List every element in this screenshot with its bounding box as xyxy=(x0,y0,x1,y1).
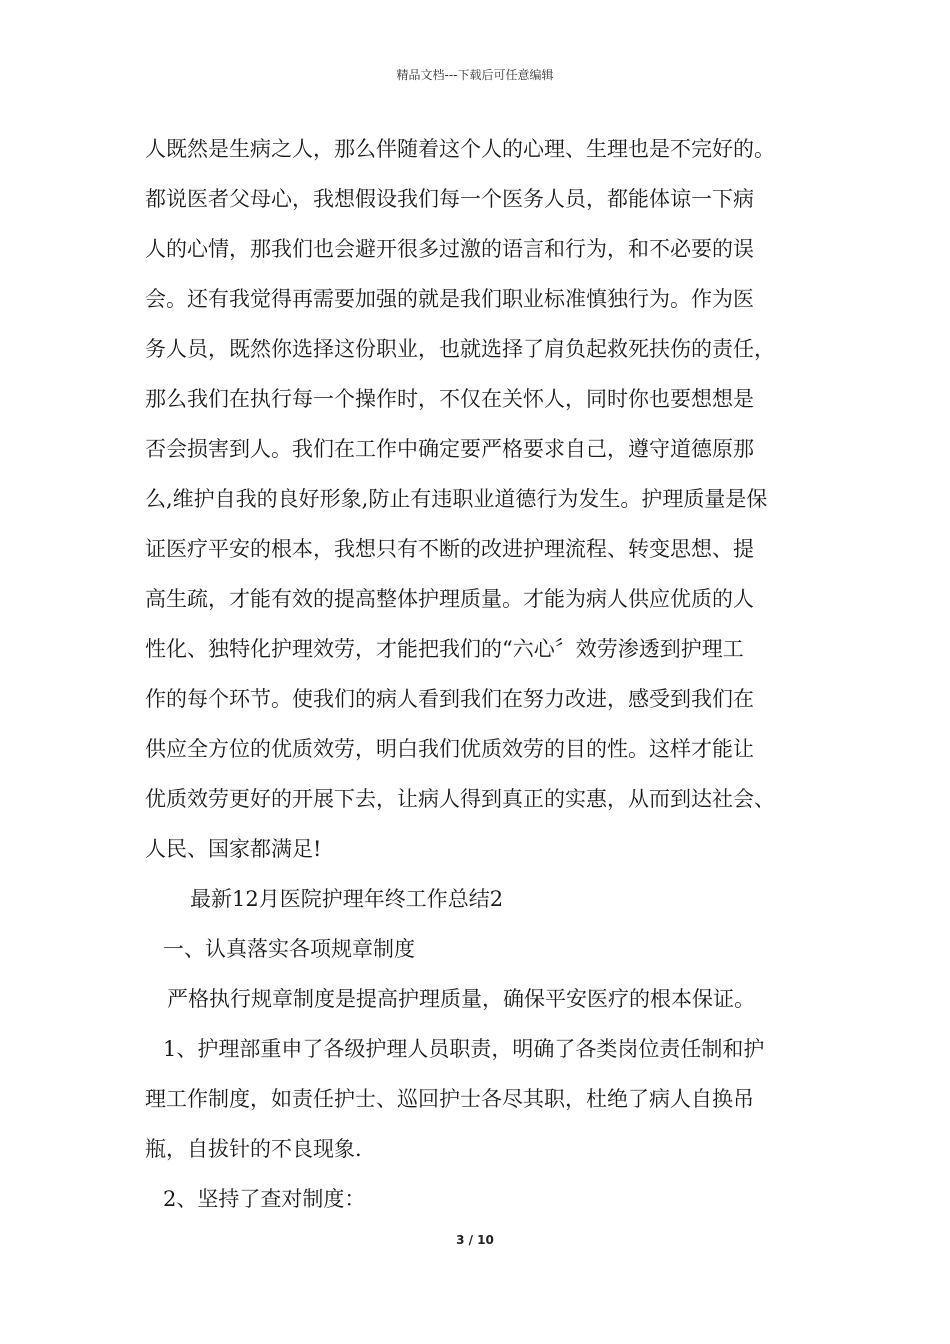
list-item-line: 理工作制度，如责任护士、巡回护士各尽其职，杜绝了病人自换吊 xyxy=(145,1087,754,1111)
paragraph-line: 么,维护自我的良好形象,防止有违职业道德行为发生。护理质量是保 xyxy=(145,487,768,511)
paragraph-line: 那么我们在执行每一个操作时，不仅在关怀人，同时你也要想想是 xyxy=(145,387,754,411)
paragraph-line: 证医疗平安的根本，我想只有不断的改进护理流程、转变思想、提 xyxy=(145,537,754,561)
paragraph-line: 人既然是生病之人，那么伴随着这个人的心理、生理也是不完好的。 xyxy=(145,137,775,161)
section-heading: 一、认真落实各项规章制度 xyxy=(163,937,415,961)
paragraph-line: 供应全方位的优质效劳，明白我们优质效劳的目的性。这样才能让 xyxy=(145,737,754,761)
section-title: 最新12月医院护理年终工作总结2 xyxy=(190,887,504,911)
paragraph-line: 高生疏，才能有效的提高整体护理质量。才能为病人供应优质的人 xyxy=(145,587,754,611)
document-body xyxy=(145,124,825,1224)
paragraph-line: 务人员，既然你选择这份职业，也就选择了肩负起救死扶伤的责任， xyxy=(145,337,775,361)
paragraph-line: 人的心情，那我们也会避开很多过激的语言和行为，和不必要的误 xyxy=(145,237,754,261)
paragraph-line: 会。还有我觉得再需要加强的就是我们职业标准慎独行为。作为医 xyxy=(145,287,754,311)
paragraph-line: 人民、国家都满足! xyxy=(145,837,322,861)
paragraph-intro: 严格执行规章制度是提高护理质量，确保平安医疗的根本保证。 xyxy=(167,987,755,1011)
paragraph-line: 作的每个环节。使我们的病人看到我们在努力改进，感受到我们在 xyxy=(145,687,754,711)
page-header: 精品文档---下载后可任意编辑 xyxy=(396,68,554,82)
list-item-line: 1、护理部重申了各级护理人员职责，明确了各类岗位责任制和护 xyxy=(163,1037,765,1061)
paragraph-line: 优质效劳更好的开展下去，让病人得到真正的实惠，从而到达社会、 xyxy=(145,787,775,811)
paragraph-line: 都说医者父母心，我想假设我们每一个医务人员，都能体谅一下病 xyxy=(145,187,754,211)
paragraph-line: 性化、独特化护理效劳，才能把我们的“六心〞效劳渗透到护理工 xyxy=(145,637,744,661)
list-item: 2、坚持了查对制度： xyxy=(163,1187,366,1211)
page-number: 3 / 10 xyxy=(456,1233,494,1247)
paragraph-line: 否会损害到人。我们在工作中确定要严格要求自己，遵守道德原那 xyxy=(145,437,754,461)
list-item-line: 瓶，自拔针的不良现象. xyxy=(145,1137,362,1161)
